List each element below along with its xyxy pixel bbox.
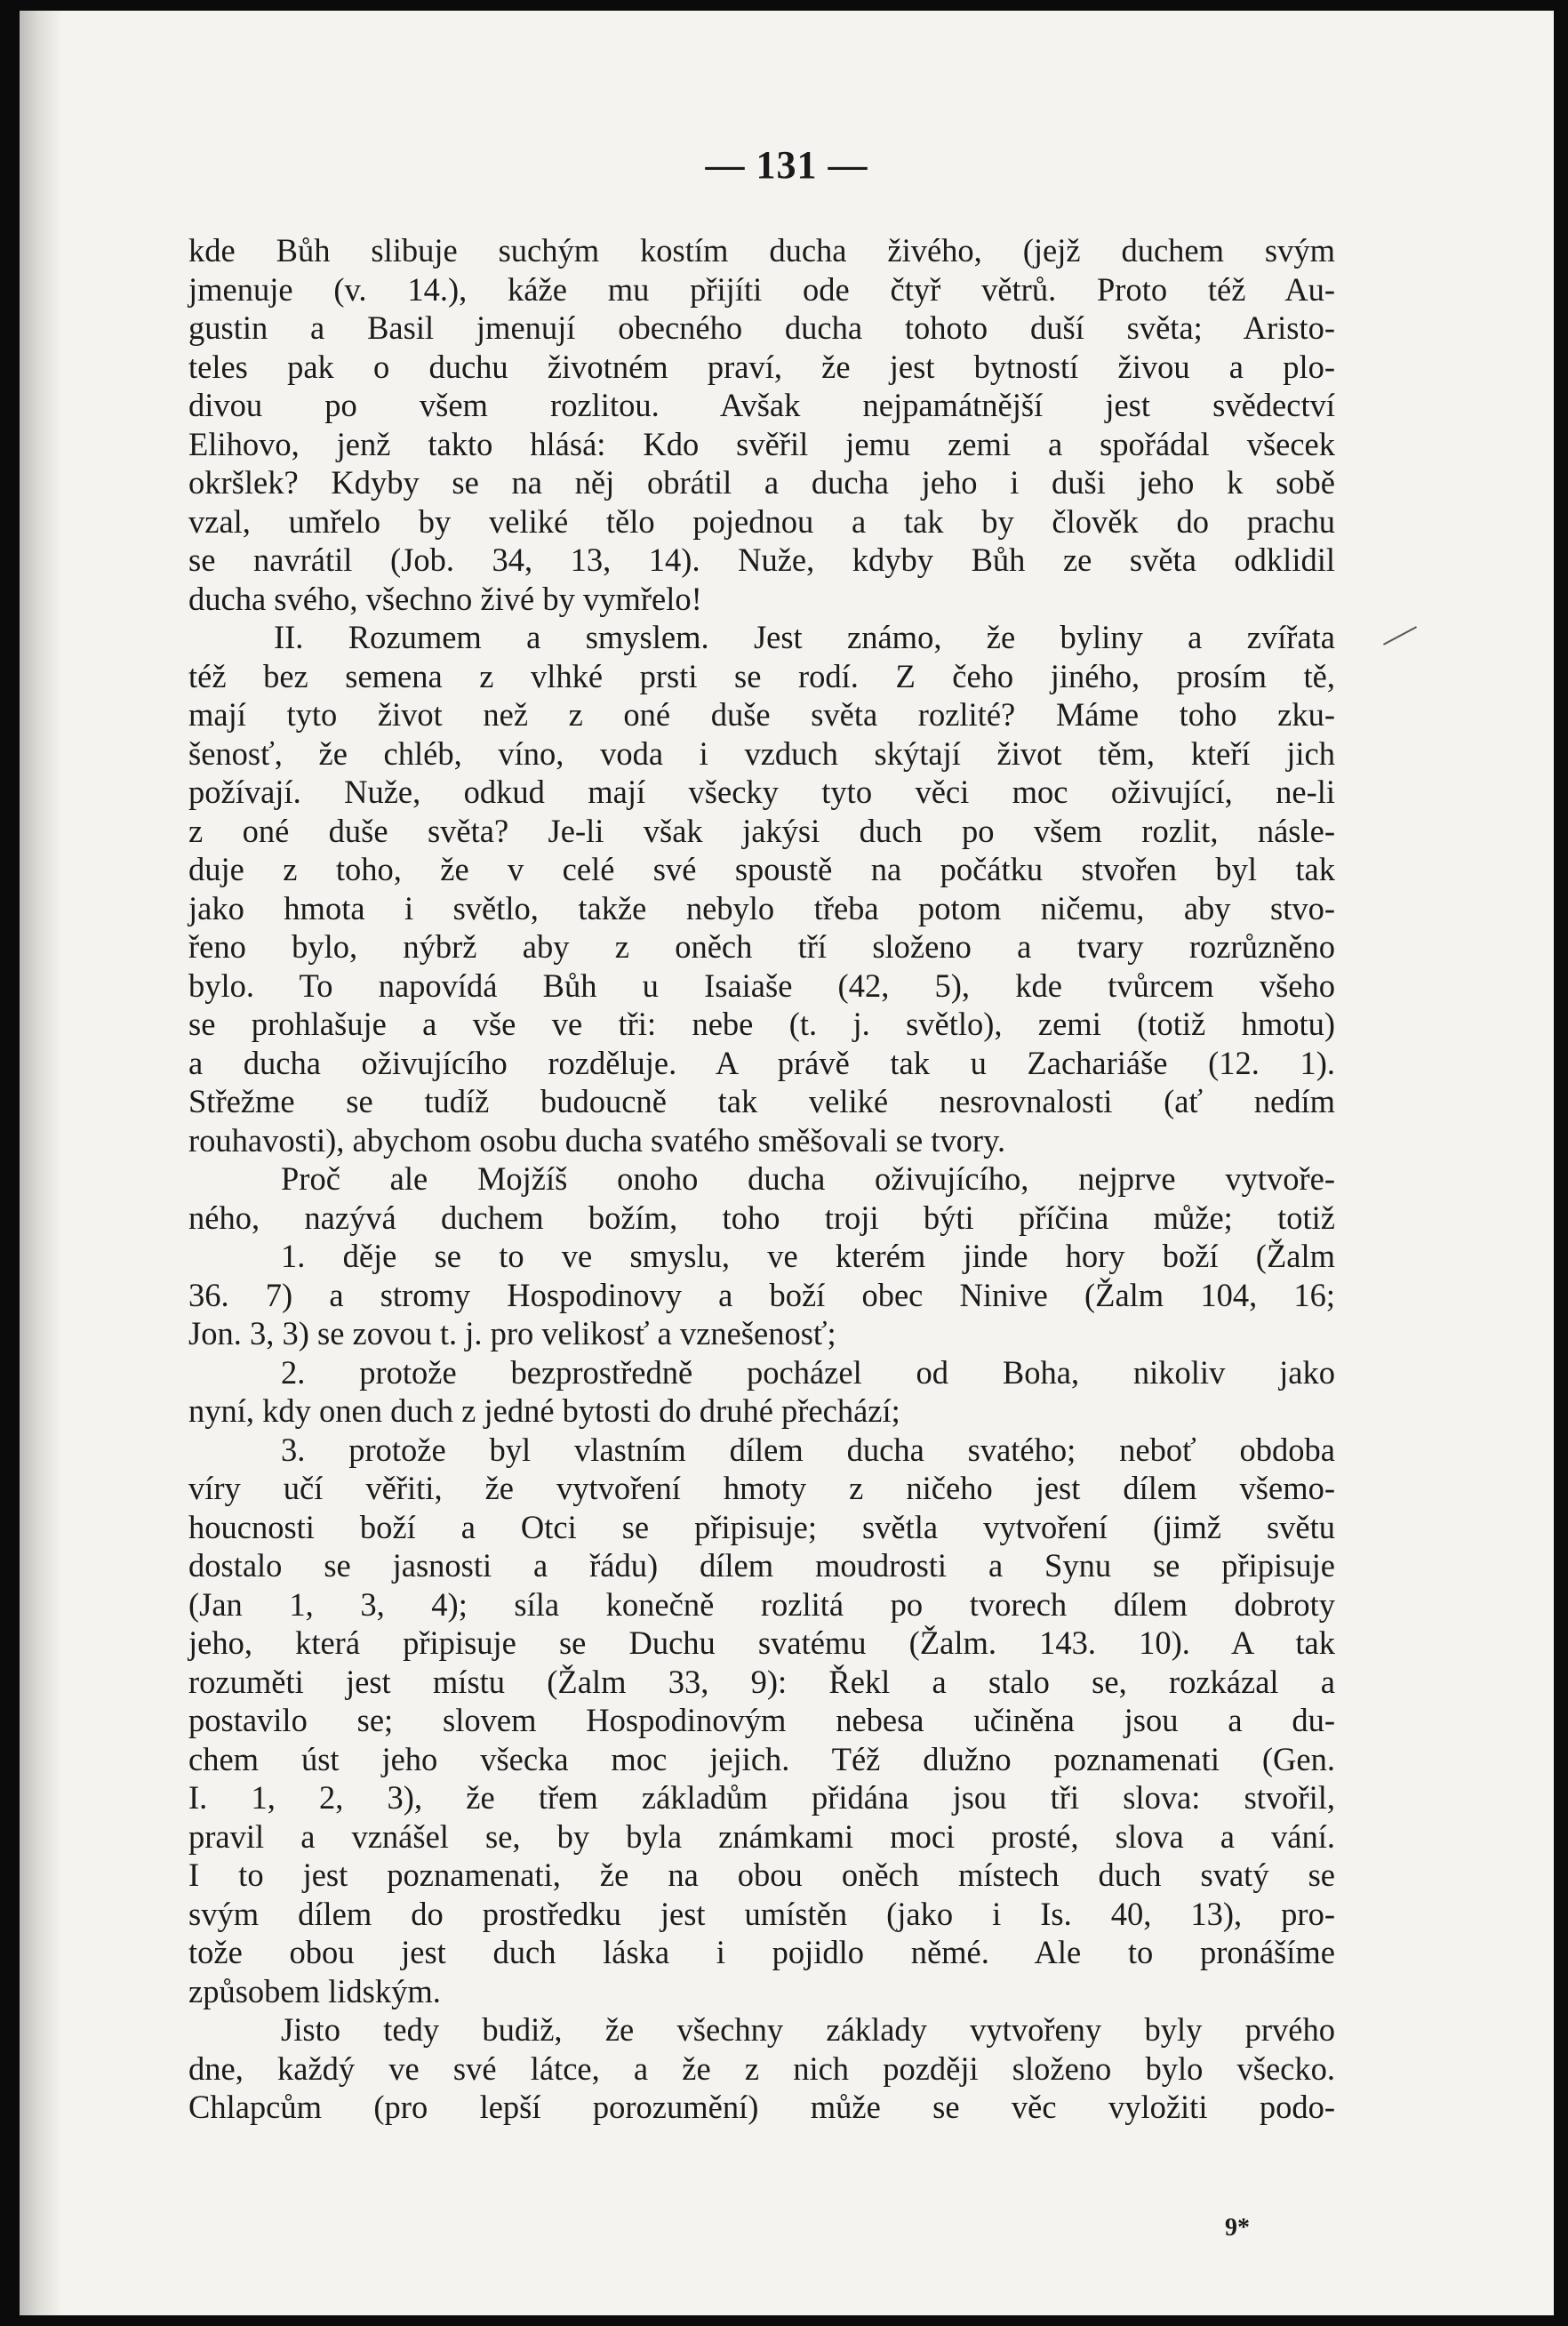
book-page	[20, 11, 1554, 2315]
text-line: též bez semena z vlhké prsti se rodí. Z čeho jiného, prosím tě,	[188, 657, 1335, 694]
text-line: houcnosti boží a Otci se připisuje; světla vytvoření (jimž světu	[188, 1508, 1335, 1545]
text-line: Jon. 3, 3) se zovou t. j. pro velikosť a vznešenosť;	[188, 1315, 836, 1351]
text-line: ného, nazývá duchem božím, toho troji býti příčina může; totiž	[188, 1199, 1335, 1236]
text-line: tože obou jest duch láska i pojidlo němé. Ale to pronášíme	[188, 1934, 1335, 1970]
text-line: mají tyto život než z oné duše světa rozlité? Máme toho zku-	[188, 696, 1335, 733]
text-line: (Jan 1, 3, 4); síla konečně rozlitá po tvorech dílem dobroty	[188, 1585, 1335, 1623]
text-line: 1. děje se to ve smyslu, ve kterém jinde hory boží (Žalm	[281, 1238, 1335, 1274]
text-line: teles pak o duchu životném praví, že jest bytností živou a plo-	[188, 348, 1335, 385]
text-line: požívají. Nuže, odkud mají všecky tyto věci moc oživující, ne-li	[188, 774, 1335, 810]
printer-signature-mark: 9*	[1225, 2214, 1250, 2242]
text-line: jeho, která připisuje se Duchu svatému (Žalm. 143. 10). A tak	[188, 1624, 1335, 1661]
text-line: Proč ale Mojžíš onoho ducha oživujícího, nejprve vytvoře-	[281, 1160, 1335, 1197]
text-line: svým dílem do prostředku jest umístěn (jako i Is. 40, 13), pro-	[188, 1895, 1335, 1932]
text-line: se prohlašuje a vše ve tři: nebe (t. j. světlo), zemi (totiž hmotu)	[188, 1006, 1335, 1042]
text-line: 36. 7) a stromy Hospodinovy a boží obec Ninive (Žalm 104, 16;	[188, 1276, 1335, 1313]
text-line: jako hmota i světlo, takže nebylo třeba potom ničemu, aby stvo-	[188, 889, 1335, 926]
text-line: rouhavosti), abychom osobu ducha svatého směšovali se tvory.	[188, 1121, 1006, 1159]
text-line: Chlapcům (pro lepší porozumění) může se věc vyložiti podo-	[188, 2089, 1335, 2125]
text-line: šenosť, že chléb, víno, voda i vzduch skýtají život těm, kteří jich	[188, 734, 1335, 772]
text-line: Jisto tedy budiž, že všechny základy vytvořeny byly prvého	[281, 2011, 1335, 2048]
text-line: Elihovo, jenž takto hlásá: Kdo svěřil jemu zemi a spořádal všecek	[188, 425, 1335, 462]
text-line: řeno bylo, nýbrž aby z oněch tří složeno a tvary rozrůzněno	[188, 928, 1335, 965]
text-line: z oné duše světa? Je-li však jakýsi duch po všem rozlit, násle-	[188, 812, 1335, 849]
text-line: víry učí věřiti, že vytvoření hmoty z ničeho jest dílem všemo-	[188, 1470, 1335, 1506]
body-text	[188, 231, 1335, 2127]
text-line: postavilo se; slovem Hospodinovým nebesa učiněna jsou a du-	[188, 1702, 1335, 1738]
text-line: I to jest poznamenati, že na obou oněch místech duch svatý se	[188, 1857, 1335, 1893]
text-line: II. Rozumem a smyslem. Jest známo, že byliny a zvířata	[274, 619, 1335, 655]
text-line: se navrátil (Job. 34, 13, 14). Nuže, kdyby Bůh ze světa odklidil	[188, 541, 1335, 578]
text-line: gustin a Basil jmenují obecného ducha tohoto duší světa; Aristo-	[188, 309, 1335, 346]
text-line: 3. protože byl vlastním dílem ducha svatého; neboť obdoba	[281, 1431, 1335, 1468]
page-number: — 131 —	[705, 143, 868, 187]
text-line: a ducha oživujícího rozděluje. A právě tak u Zachariáše (12. 1).	[188, 1044, 1335, 1081]
text-line: dne, každý ve své látce, a že z nich později složeno bylo všecko.	[188, 2049, 1335, 2087]
text-line: pravil a vznášel se, by byla známkami moci prosté, slova a vání.	[188, 1817, 1335, 1855]
text-line: I. 1, 2, 3), že třem základům přidána jsou tři slova: stvořil,	[188, 1779, 1335, 1816]
text-line: vzal, umřelo by veliké tělo pojednou a tak by člověk do prachu	[188, 502, 1335, 540]
text-line: divou po všem rozlitou. Avšak nejpamátnější jest svědectví	[188, 387, 1335, 423]
margin-pen-mark	[1383, 626, 1417, 645]
text-line: ducha svého, všechno živé by vymřelo!	[188, 580, 702, 617]
text-line: kde Bůh slibuje suchým kostím ducha živého, (jejž duchem svým	[188, 232, 1335, 269]
text-line: jmenuje (v. 14.), káže mu přijíti ode čtyř větrů. Proto též Au-	[188, 270, 1335, 308]
text-line: rozuměti jest místu (Žalm 33, 9): Řekl a stalo se, rozkázal a	[188, 1663, 1335, 1700]
text-line: Střežme se tudíž budoucně tak veliké nesrovnalosti (ať nedím	[188, 1083, 1335, 1119]
binding-shadow	[20, 11, 62, 2315]
text-line: způsobem lidským.	[188, 1972, 441, 2009]
text-line: bylo. To napovídá Bůh u Isaiaše (42, 5), kde tvůrcem všeho	[188, 966, 1335, 1004]
text-line: okršlek? Kdyby se na něj obrátil a ducha jeho i duši jeho k sobě	[188, 464, 1335, 501]
text-line: duje z toho, že v celé své spoustě na počátku stvořen byl tak	[188, 851, 1335, 887]
text-line: chem úst jeho všecka moc jejich. Též dlužno poznamenati (Gen.	[188, 1740, 1335, 1777]
text-line: 2. protože bezprostředně pocházel od Boha, nikoliv jako	[281, 1353, 1335, 1391]
text-line: nyní, kdy onen duch z jedné bytosti do druhé přechází;	[188, 1392, 900, 1429]
text-line: dostalo se jasnosti a řádu) dílem moudrosti a Synu se připisuje	[188, 1547, 1335, 1584]
